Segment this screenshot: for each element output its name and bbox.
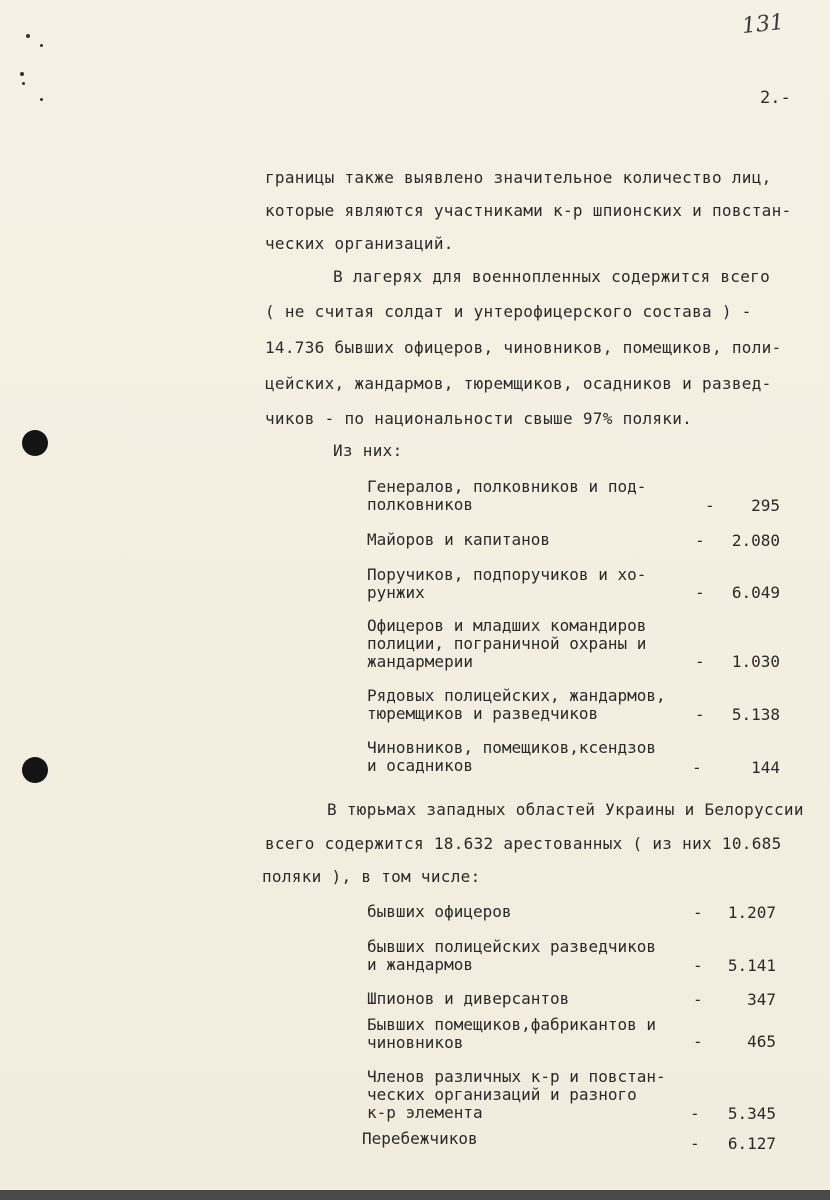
table-row-label: Членов различных к-р и повстан- ческих организаций и разного к-р элемента [367,1067,666,1122]
table-row-value: 295 [751,496,780,515]
table-row-label: Шпионов и диверсантов [367,989,570,1008]
table-row-value: 2.080 [731,531,780,550]
table-row-dash: - [693,990,703,1009]
punch-hole [22,757,48,783]
table-row-label: Бывших помещиков,фабрикантов и чиновников [367,1015,656,1052]
table-row-label: бывших офицеров [367,902,512,921]
table-row-value: 5.345 [727,1104,776,1123]
table-row-label: Поручиков, подпоручиков и хо- рунжих [367,565,647,602]
table-row-dash: - [693,903,703,922]
paragraph-line: всего содержится 18.632 арестованных ( из них 10.685 [265,834,782,853]
table-row-dash: - [695,583,705,602]
table-row-value: 1.030 [731,652,780,671]
paragraph-line: границы также выявлено значительное количество лиц, [265,168,772,187]
speck-mark [40,44,43,47]
paragraph-line: В лагерях для военнопленных содержится всего [333,267,771,286]
speck-mark [40,98,43,101]
paragraph-line: поляки ), в том числе: [262,867,481,886]
table-row-label: бывших полицейских разведчиков и жандармов [367,937,656,974]
scan-edge [0,1190,830,1200]
table-row-value: 347 [747,990,776,1009]
table-row-label: Офицеров и младших командиров полиции, пограничной охраны и жандармерии [367,616,647,671]
paragraph-line: 14.736 бывших офицеров, чиновников, помещиков, поли- [265,338,782,357]
table-row-value: 6.049 [731,583,780,602]
table-row-label: Рядовых полицейских, жандармов, тюремщиков и разведчиков [367,686,666,723]
table-row-value: 5.141 [727,956,776,975]
table-row-dash: - [690,1134,700,1153]
table-row-value: 1.207 [727,903,776,922]
table-row-label: Чиновников, помещиков,ксендзов и осадников [367,738,656,775]
speck-mark [20,72,24,76]
speck-mark [22,82,25,85]
subheading-from-them: Из них: [333,441,403,460]
table-row-dash: - [693,956,703,975]
table-row-value: 144 [751,758,780,777]
paragraph-line: цейских, жандармов, тюремщиков, осадников и развед- [265,374,772,393]
paragraph-line: ( не считая солдат и унтерофицерского состава ) - [265,302,752,321]
table-row-value: 465 [747,1032,776,1051]
paragraph-line: В тюрьмах западных областей Украины и Белоруссии [327,800,804,819]
table-row-label: Перебежчиков [362,1129,478,1148]
paragraph-line: чиков - по национальности свыше 97% поляки. [265,409,693,428]
table-row-dash: - [690,1104,700,1123]
table-row-dash: - [695,652,705,671]
table-row-value: 6.127 [727,1134,776,1153]
folio-number: 131 [740,9,786,40]
paragraph-line: ческих организаций. [265,234,454,253]
table-row-dash: - [695,531,705,550]
table-row-dash: - [692,758,702,777]
table-row-value: 5.138 [731,705,780,724]
table-row-label: Майоров и капитанов [367,530,551,549]
table-row-dash: - [695,705,705,724]
paragraph-line: которые являются участниками к-р шпионских и повстан- [265,201,792,220]
speck-mark [26,34,30,38]
table-row-dash: - [693,1032,703,1051]
table-row-label: Генералов, полковников и под- полковников [367,477,647,514]
punch-hole [22,430,48,456]
table-row-dash: - [705,496,715,515]
page-number: 2.- [760,88,791,108]
